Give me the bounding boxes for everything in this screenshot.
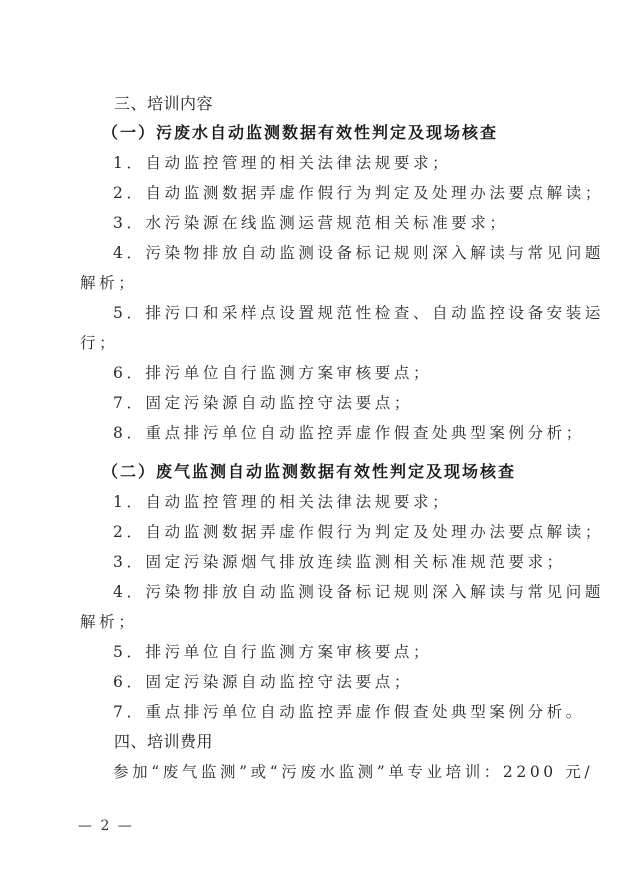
list-item: 5．排污单位自行监测方案审核要点；	[113, 643, 433, 661]
list-item: 6．排污单位自行监测方案审核要点；	[113, 364, 433, 382]
section-heading-training-fees: 四、培训费用	[114, 732, 214, 751]
list-item: 8．重点排污单位自动监控弄虚作假查处典型案例分析；	[113, 424, 585, 442]
list-item: 4．污染物排放自动监测设备标记规则深入解读与常见问题	[113, 583, 604, 601]
list-item: 4．污染物排放自动监测设备标记规则深入解读与常见问题	[113, 244, 604, 262]
subsection-heading-wastewater: （一）污废水自动监测数据有效性判定及现场核查	[102, 123, 499, 142]
subsection-heading-exhaust-gas: （二）废气监测自动监测数据有效性判定及现场核查	[102, 462, 517, 481]
section-heading-training-content: 三、培训内容	[114, 94, 214, 113]
list-item: 1．自动监控管理的相关法律法规要求；	[113, 154, 452, 172]
list-item-continuation: 行；	[80, 334, 119, 352]
list-item-continuation: 解析；	[80, 613, 138, 631]
list-item-continuation: 解析；	[80, 274, 138, 292]
fee-paragraph: 参加“废气监测”或“污废水监测”单专业培训：2200 元/	[113, 763, 594, 781]
list-item: 7．重点排污单位自动监控弄虚作假查处典型案例分析。	[113, 703, 585, 721]
list-item: 2．自动监测数据弄虚作假行为判定及处理办法要点解读；	[113, 184, 604, 202]
list-item: 3．水污染源在线监测运营规范相关标准要求；	[113, 214, 509, 232]
list-item: 1．自动监控管理的相关法律法规要求；	[113, 493, 452, 511]
list-item: 3．固定污染源烟气排放连续监测相关标准规范要求；	[113, 553, 566, 571]
list-item: 5．排污口和采样点设置规范性检查、自动监控设备安装运	[113, 304, 604, 322]
list-item: 6．固定污染源自动监控守法要点；	[113, 673, 413, 691]
page-number: — 2 —	[78, 818, 134, 834]
list-item: 2．自动监测数据弄虚作假行为判定及处理办法要点解读；	[113, 523, 604, 541]
list-item: 7．固定污染源自动监控守法要点；	[113, 394, 413, 412]
